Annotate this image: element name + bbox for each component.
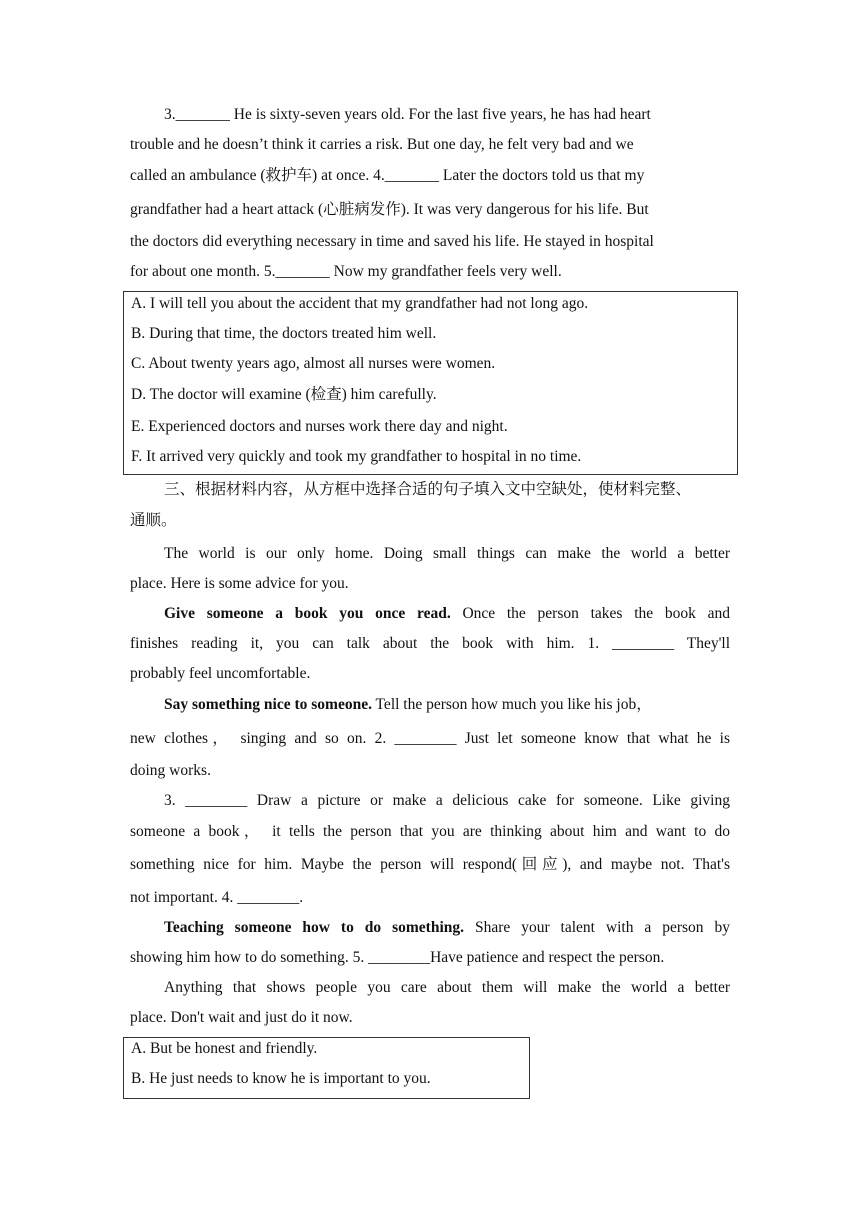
option-d: D. The doctor will examine (检查) him carefully. — [131, 386, 437, 403]
p2-line2: finishes reading it, you can talk about the book with him. 1. ________ They'll — [130, 635, 730, 652]
option-a: A. I will tell you about the accident that my grandfather had not long ago. — [131, 295, 589, 312]
p5-line2: showing him how to do something. 5. ________Have patience and respect the person. — [130, 949, 665, 966]
passage1-line5: the doctors did everything necessary in time and saved his life. He stayed in hospital — [130, 233, 654, 250]
p6-line1: Anything that shows people you care about them will make the world a better — [164, 979, 730, 996]
options-box-2 — [123, 1037, 530, 1099]
option-c: C. About twenty years ago, almost all nurses were women. — [131, 355, 496, 372]
p5-heading: Teaching someone how to do something. — [164, 919, 465, 936]
section3-instruction-line2: 通顺。 — [130, 512, 177, 529]
passage1-line3: called an ambulance (救护车) at once. 4._______ Later the doctors told us that my — [130, 167, 645, 184]
section3-instruction-line1: 三、根据材料内容，从方框中选择合适的句子填入文中空缺处，使材料完整、 — [164, 481, 692, 498]
passage1-line1: 3._______ He is sixty-seven years old. For the last five years, he has had heart — [164, 106, 651, 123]
p4-line1: 3. ________ Draw a picture or make a delicious cake for someone. Like giving — [164, 792, 730, 809]
options-box-1 — [123, 291, 738, 475]
passage1-line4: grandfather had a heart attack (心脏病发作). It was very dangerous for his life. But — [130, 201, 649, 218]
p2-heading: Give someone a book you once read. — [164, 605, 451, 622]
p3-line2: new clothes， singing and so on. 2. ________ Just let someone know that what he is — [130, 730, 730, 747]
p2-line1 — [164, 604, 730, 624]
option2-b: B. He just needs to know he is important to you. — [131, 1070, 431, 1087]
p3-line1 — [164, 695, 730, 715]
p5-line1-rest: Share your talent with a person by — [464, 919, 730, 936]
option-b: B. During that time, the doctors treated him well. — [131, 325, 437, 342]
p3-line1-rest: Tell the person how much you like his job， — [371, 696, 652, 713]
p6-line2: place. Don't wait and just do it now. — [130, 1009, 353, 1026]
p1-line2: place. Here is some advice for you. — [130, 575, 349, 592]
p1-line1: The world is our only home. Doing small things can make the world a better — [164, 545, 730, 562]
option2-a: A. But be honest and friendly. — [131, 1040, 318, 1057]
p4-line3: something nice for him. Maybe the person will respond(回应), and maybe not. That's — [130, 856, 730, 873]
option-e: E. Experienced doctors and nurses work there day and night. — [131, 418, 508, 435]
passage1-line2: trouble and he doesn’t think it carries a risk. But one day, he felt very bad and we — [130, 136, 634, 153]
p4-line4: not important. 4. ________. — [130, 889, 304, 906]
p3-line3: doing works. — [130, 762, 211, 779]
p2-line1-rest: Once the person takes the book and — [450, 605, 730, 622]
passage1-line6: for about one month. 5._______ Now my grandfather feels very well. — [130, 263, 562, 280]
option-f: F. It arrived very quickly and took my grandfather to hospital in no time. — [131, 448, 582, 465]
p3-heading: Say something nice to someone. — [164, 696, 372, 713]
p2-line3: probably feel uncomfortable. — [130, 665, 311, 682]
p5-line1 — [164, 918, 730, 938]
p4-line2: someone a book， it tells the person that you are thinking about him and want to do — [130, 823, 730, 840]
